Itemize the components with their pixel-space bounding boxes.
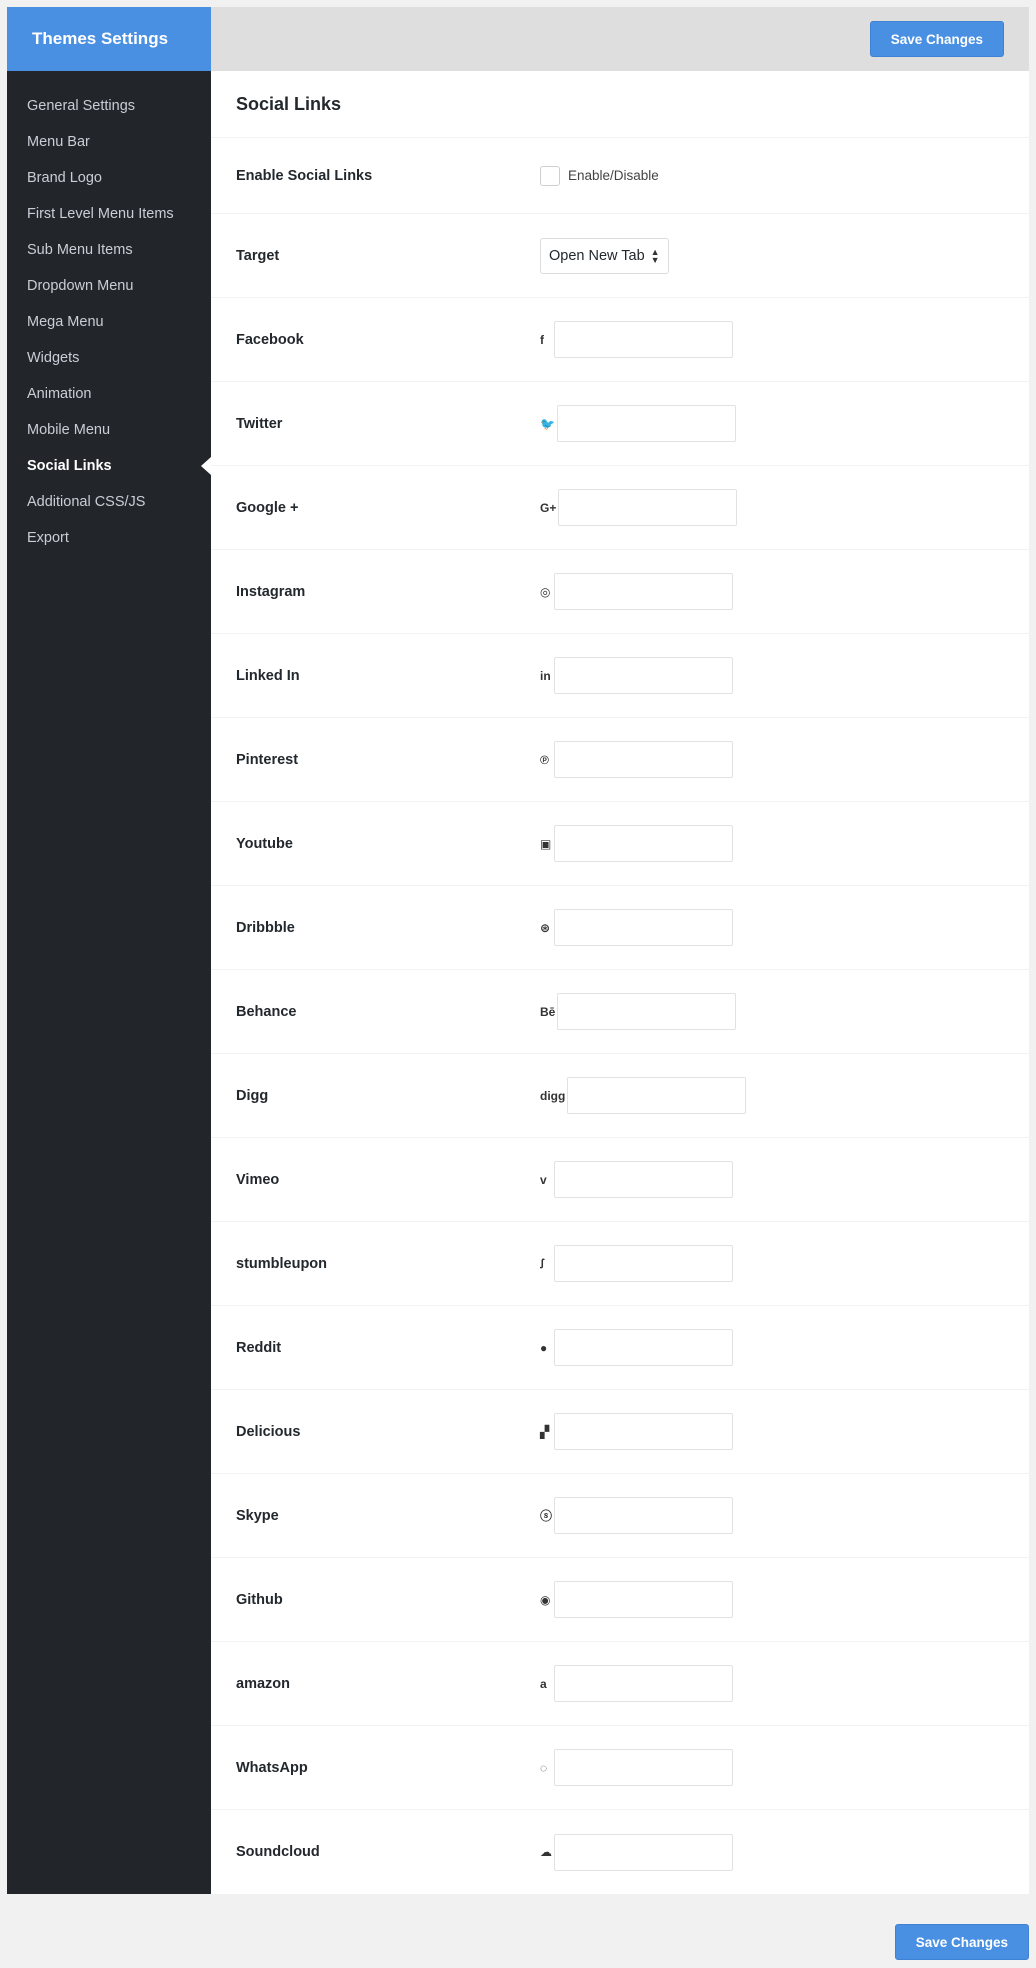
social-control xyxy=(540,1749,733,1786)
social-row-instagram xyxy=(211,550,1029,634)
enable-social-control xyxy=(540,166,659,186)
social-row-dribbble xyxy=(211,886,1029,970)
social-control xyxy=(540,1161,733,1198)
social-label: Linked In xyxy=(236,667,300,684)
enable-social-label: Enable Social Links xyxy=(236,167,373,184)
social-label: Youtube xyxy=(236,835,293,852)
sidebar-item-first-level-menu-items[interactable]: First Level Menu Items xyxy=(27,206,174,222)
social-control xyxy=(540,1497,733,1534)
sidebar-item-dropdown-menu[interactable]: Dropdown Menu xyxy=(27,278,134,294)
google-plus-icon: G+ xyxy=(540,500,557,515)
social-control xyxy=(540,321,733,358)
social-control xyxy=(540,993,736,1030)
social-control xyxy=(540,489,737,526)
social-row-amazon xyxy=(211,1642,1029,1726)
whatsapp-icon: ◌ xyxy=(540,1760,548,1775)
sidebar xyxy=(7,7,211,1894)
social-control xyxy=(540,1245,733,1282)
social-row-whatsapp xyxy=(211,1726,1029,1810)
sidebar-item-brand-logo[interactable]: Brand Logo xyxy=(27,170,102,186)
social-row-behance xyxy=(211,970,1029,1054)
skype-icon: ⓢ xyxy=(540,1509,553,1523)
social-row-vimeo xyxy=(211,1138,1029,1222)
settings-panel xyxy=(7,7,1029,1894)
sidebar-item-export[interactable]: Export xyxy=(27,530,69,546)
social-control xyxy=(540,1329,733,1366)
stumbleupon-url-input[interactable] xyxy=(554,1245,733,1282)
social-label: Twitter xyxy=(236,415,283,432)
sidebar-item-additional-css-js[interactable]: Additional CSS/JS xyxy=(27,494,146,510)
save-button-bottom[interactable]: Save Changes xyxy=(895,1924,1029,1960)
social-control xyxy=(540,657,733,694)
social-label: Behance xyxy=(236,1003,297,1020)
social-control xyxy=(540,1413,733,1450)
target-select-value: Open New Tab xyxy=(549,247,645,264)
sidebar-item-general-settings[interactable]: General Settings xyxy=(27,98,136,114)
sidebar-item-social-links[interactable]: Social Links xyxy=(7,448,211,484)
social-control xyxy=(540,1834,733,1871)
sidebar-item-mobile-menu[interactable]: Mobile Menu xyxy=(27,422,111,438)
sidebar-title: Themes Settings xyxy=(7,7,211,71)
social-row-soundcloud xyxy=(211,1810,1029,1894)
sidebar-item-sub-menu-items[interactable]: Sub Menu Items xyxy=(27,242,133,258)
social-row-delicious xyxy=(211,1390,1029,1474)
twitter-icon: 🐦 xyxy=(540,416,555,431)
social-row-pinterest xyxy=(211,718,1029,802)
social-label: Skype xyxy=(236,1507,279,1524)
enable-social-checkbox[interactable] xyxy=(540,166,560,186)
social-label: Delicious xyxy=(236,1423,301,1440)
main-content xyxy=(211,7,1029,1894)
social-label: Soundcloud xyxy=(236,1844,320,1860)
enable-social-row xyxy=(211,138,1029,214)
section-title: Social Links xyxy=(211,71,1029,138)
social-label: Reddit xyxy=(236,1339,282,1356)
social-control xyxy=(540,573,733,610)
dribbble-url-input[interactable] xyxy=(554,909,733,946)
topbar xyxy=(211,7,1029,71)
stumbleupon-icon: ꭍ xyxy=(540,1257,545,1271)
facebook-url-input[interactable] xyxy=(554,321,733,358)
facebook-icon: f xyxy=(540,332,544,347)
twitter-url-input[interactable] xyxy=(557,405,736,442)
social-row-facebook xyxy=(211,298,1029,382)
behance-icon: Bē xyxy=(540,1004,556,1019)
soundcloud-url-input[interactable] xyxy=(554,1834,733,1871)
youtube-url-input[interactable] xyxy=(554,825,733,862)
delicious-icon: ▞ xyxy=(540,1424,550,1439)
sidebar-nav xyxy=(7,71,211,556)
social-row-github xyxy=(211,1558,1029,1642)
social-row-stumbleupon xyxy=(211,1222,1029,1306)
social-label: stumbleupon xyxy=(236,1255,328,1272)
social-label: WhatsApp xyxy=(236,1759,308,1776)
social-row-skype xyxy=(211,1474,1029,1558)
social-row-twitter xyxy=(211,382,1029,466)
whatsapp-url-input[interactable] xyxy=(554,1749,733,1786)
social-label: Pinterest xyxy=(236,751,299,768)
social-control xyxy=(540,1581,733,1618)
digg-icon: digg xyxy=(540,1088,566,1103)
social-label: amazon xyxy=(236,1675,290,1692)
social-control xyxy=(540,1665,733,1702)
pinterest-icon: ℗ xyxy=(540,752,549,767)
social-row-linked-in xyxy=(211,634,1029,718)
social-control xyxy=(540,909,733,946)
digg-url-input[interactable] xyxy=(567,1077,746,1114)
soundcloud-icon: ☁ xyxy=(540,1845,552,1859)
social-label: Instagram xyxy=(236,583,306,600)
social-label: Vimeo xyxy=(236,1171,280,1188)
social-control xyxy=(540,741,733,778)
social-control xyxy=(540,405,736,442)
social-label: Digg xyxy=(236,1087,269,1104)
social-rows xyxy=(211,298,1029,1894)
amazon-url-input[interactable] xyxy=(554,1665,733,1702)
sidebar-item-widgets[interactable]: Widgets xyxy=(27,350,80,366)
instagram-url-input[interactable] xyxy=(554,573,733,610)
instagram-icon: ◎ xyxy=(540,584,551,599)
target-control xyxy=(540,238,669,274)
dribbble-icon: ⊛ xyxy=(540,920,551,935)
google-url-input[interactable] xyxy=(558,489,737,526)
reddit-icon: ● xyxy=(540,1340,548,1355)
social-row-google xyxy=(211,466,1029,550)
reddit-url-input[interactable] xyxy=(554,1329,733,1366)
footer xyxy=(895,1924,1029,1960)
vimeo-url-input[interactable] xyxy=(554,1161,733,1198)
behance-url-input[interactable] xyxy=(557,993,736,1030)
vimeo-icon: v xyxy=(540,1172,547,1187)
pinterest-url-input[interactable] xyxy=(554,741,733,778)
linked-in-url-input[interactable] xyxy=(554,657,733,694)
social-row-digg xyxy=(211,1054,1029,1138)
sidebar-item-animation[interactable]: Animation xyxy=(27,386,92,402)
social-control xyxy=(540,1077,746,1114)
github-icon: ◉ xyxy=(540,1592,551,1607)
youtube-icon: ▣ xyxy=(540,836,552,851)
save-button-top[interactable]: Save Changes xyxy=(870,21,1004,57)
target-select[interactable] xyxy=(540,238,669,274)
sidebar-item-menu-bar[interactable]: Menu Bar xyxy=(27,134,90,150)
social-label: Google + xyxy=(236,499,299,516)
social-label: Facebook xyxy=(236,331,304,348)
target-row xyxy=(211,214,1029,298)
target-label: Target xyxy=(236,247,280,264)
social-row-reddit xyxy=(211,1306,1029,1390)
amazon-icon: a xyxy=(540,1676,547,1691)
select-arrows-icon: ▲ ▼ xyxy=(650,246,660,265)
linkedin-icon: in xyxy=(540,668,551,683)
github-url-input[interactable] xyxy=(554,1581,733,1618)
delicious-url-input[interactable] xyxy=(554,1413,733,1450)
social-label: Github xyxy=(236,1591,283,1608)
social-label: Dribbble xyxy=(236,919,295,936)
sidebar-item-mega-menu[interactable]: Mega Menu xyxy=(27,314,104,330)
skype-url-input[interactable] xyxy=(554,1497,733,1534)
social-row-youtube xyxy=(211,802,1029,886)
social-control xyxy=(540,825,733,862)
enable-social-checkbox-label: Enable/Disable xyxy=(568,168,659,183)
